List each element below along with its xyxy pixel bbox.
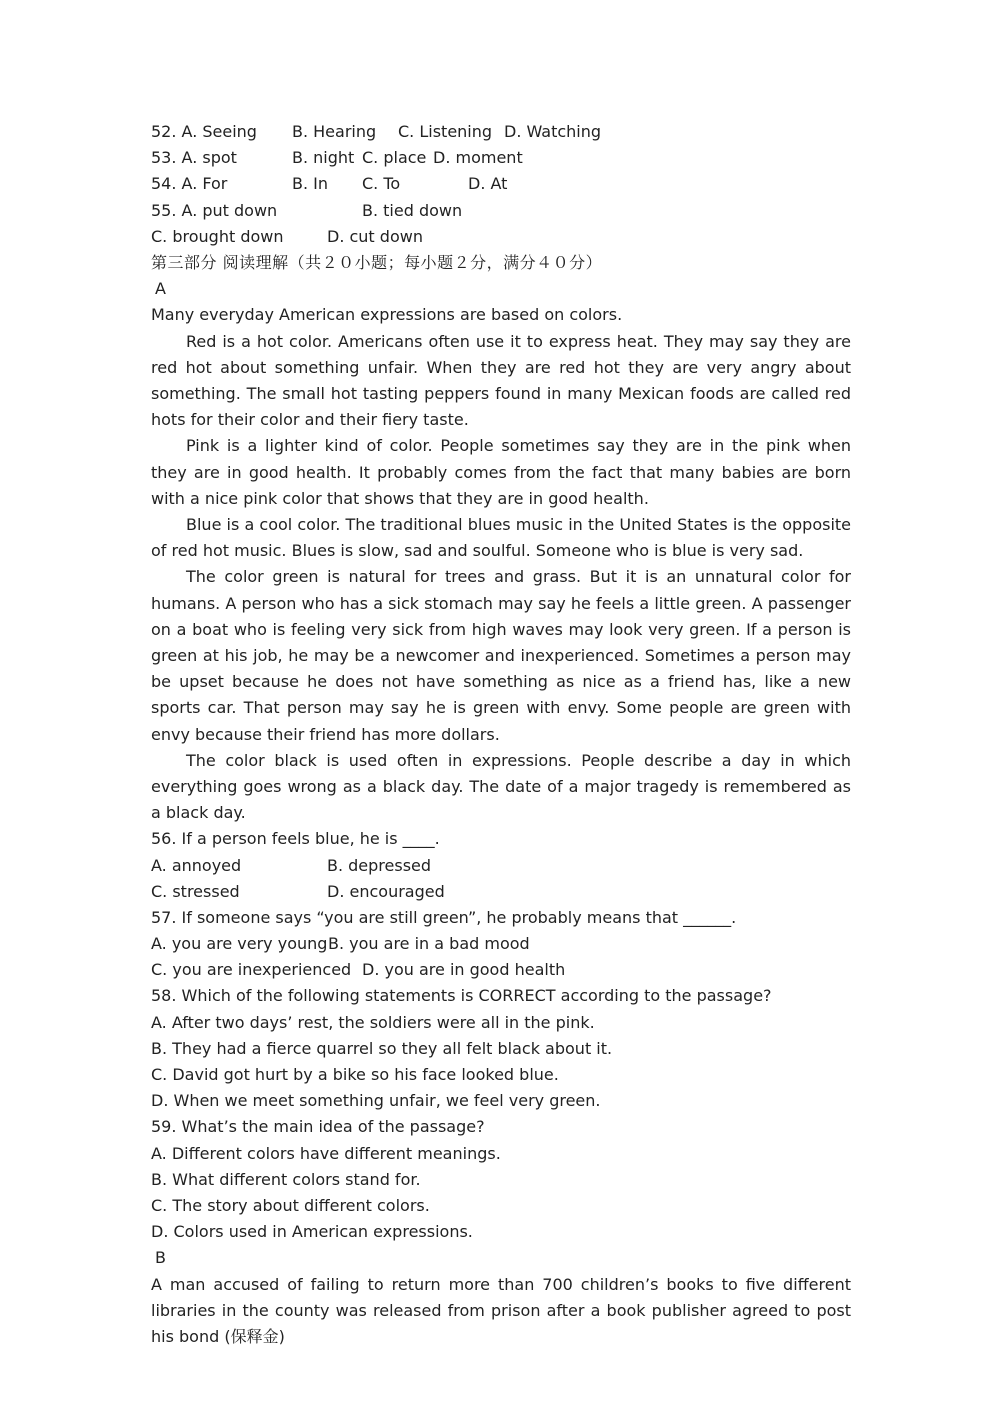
question-56-options-row2: [151, 879, 851, 905]
question-59-option: B. What different colors stand for.: [151, 1169, 421, 1189]
passage-a-paragraph: Red is a hot color. Americans often use it to express heat. They may say they are red hot about something unfair. When they are red hot they are very angry about something. The small hot tasting peppers found in many Mexican foods are called red hots for their color and their fiery taste.: [151, 331, 851, 430]
option-d: D. Watching: [504, 122, 602, 141]
passage-b-text: A man accused of failing to return more than 700 children’s books to five different libraries in the county was released from prison after a book publisher agreed to post his bond (保释金): [151, 1274, 851, 1346]
question-59-option: C. The story about different colors.: [151, 1195, 430, 1215]
question-56-stem: 56. If a person feels blue, he is ____.: [151, 829, 440, 849]
option-c: C. Listening: [398, 122, 493, 141]
option-c: C. To: [362, 174, 401, 194]
question-53-options: [151, 145, 851, 171]
option-a: 54. A. For: [151, 174, 228, 194]
passage-a-paragraph: The color black is used often in expressions. People describe a day in which everything goes wrong as a black day. The date of a major tragedy is remembered as a black day.: [151, 750, 851, 823]
option-d: D. cut down: [327, 226, 423, 246]
option-b: B. you are in a bad mood: [328, 934, 530, 954]
option-a: A. annoyed: [151, 855, 242, 875]
question-59-option: D. Colors used in American expressions.: [151, 1222, 473, 1242]
exam-page: [151, 119, 851, 1350]
option-b: B. night: [292, 148, 355, 168]
option-a: 53. A. spot: [151, 148, 237, 168]
option-a: 55. A. put down: [151, 200, 278, 220]
question-57-stem: 57. If someone says “you are still green”, he probably means that ______.: [151, 907, 737, 927]
question-58-stem: 58. Which of the following statements is CORRECT according to the passage?: [151, 986, 772, 1006]
question-58-option: C. David got hurt by a bike so his face looked blue.: [151, 1065, 559, 1085]
option-c: C. brought down: [151, 226, 284, 246]
option-b: B. tied down: [362, 200, 463, 220]
question-52-options: [151, 119, 851, 145]
passage-a-paragraph: The color green is natural for trees and grass. But it is an unnatural color for humans. A person who has a sick stomach may say he feels a little green. A passenger on a boat who is feeling very sick from high waves may look very green. If a person is green at his job, he may be a newcomer and inexperienced. Sometimes a person may be upset because he does not have something as nice as a friend has, like a new sports car. That person may say he is green with envy. Some people are green with envy because their friend has more dollars.: [151, 567, 851, 744]
question-55-options-row2: [151, 224, 851, 250]
option-c: C. you are inexperienced: [151, 960, 352, 980]
option-d: D. moment: [433, 148, 523, 168]
section-heading: 第三部分 阅读理解（共２０小题；每小题２分，满分４０分）: [151, 252, 603, 272]
option-a: A. you are very young: [151, 934, 328, 954]
option-d: D. you are in good health: [362, 960, 566, 980]
question-57-options-row1: [151, 931, 851, 957]
passage-b-label: B: [155, 1248, 166, 1268]
passage-a-label: A: [155, 279, 166, 299]
option-d: D. encouraged: [327, 881, 445, 901]
passage-a-paragraph: Blue is a cool color. The traditional blues music in the United States is the opposite of red hot music. Blues is slow, sad and soulful. Someone who is blue is very sad.: [151, 514, 851, 561]
question-59-stem: 59. What’s the main idea of the passage?: [151, 1117, 485, 1137]
question-57-options-row2: [151, 957, 851, 983]
question-59-option: A. Different colors have different meanings.: [151, 1143, 501, 1163]
question-56-options-row1: [151, 853, 851, 879]
question-55-options-row1: [151, 198, 851, 224]
option-b: B. Hearing: [292, 122, 377, 141]
option-c: C. place: [362, 148, 427, 168]
option-a: 52. A. Seeing: [151, 122, 257, 141]
option-b: B. depressed: [327, 855, 432, 875]
question-58-option: B. They had a fierce quarrel so they all felt black about it.: [151, 1038, 613, 1058]
passage-a-intro: Many everyday American expressions are based on colors.: [151, 305, 623, 325]
passage-a-paragraph: Pink is a lighter kind of color. People sometimes say they are in the pink when they are in good health. It probably comes from the fact that many babies are born with a nice pink color that shows that they are in good health.: [151, 436, 851, 508]
question-58-option: D. When we meet something unfair, we feel very green.: [151, 1091, 601, 1111]
question-58-option: A. After two days’ rest, the soldiers were all in the pink.: [151, 1012, 595, 1032]
option-b: B. In: [292, 174, 329, 194]
option-d: D. At: [468, 174, 508, 194]
option-c: C. stressed: [151, 881, 240, 901]
question-54-options: [151, 171, 851, 197]
